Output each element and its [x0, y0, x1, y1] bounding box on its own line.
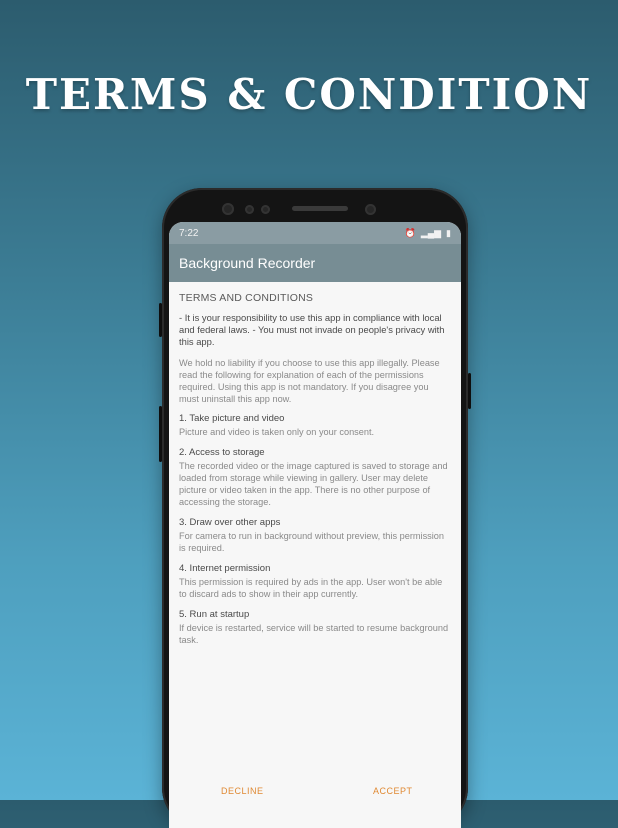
earpiece-speaker [292, 206, 348, 211]
status-bar [169, 222, 461, 244]
power-button [468, 373, 471, 409]
app-title: Background Recorder [179, 255, 316, 271]
phone-frame [162, 188, 468, 828]
permission-item [179, 609, 451, 646]
proximity-sensor-icon [261, 205, 270, 214]
battery-icon: ▮ [446, 227, 451, 238]
app-bar [169, 244, 461, 282]
permission-title: 5. Run at startup [179, 609, 250, 620]
permission-body: The recorded video or the image captured is saved to storage and loaded from storage while viewing in gallery. User may delete picture or video taken in the app. There is no other purpose of accessing the storage. [179, 461, 448, 507]
phone-screen [169, 222, 461, 828]
permission-item [179, 563, 451, 600]
bixby-button [159, 406, 162, 462]
terms-content [169, 282, 461, 646]
permission-body: If device is restarted, service will be started to resume background task. [179, 623, 449, 645]
volume-button [159, 303, 162, 337]
banner-title: TERMS & CONDITION [25, 70, 593, 119]
front-camera-icon [365, 204, 376, 215]
permission-title: 4. Internet permission [179, 563, 271, 574]
terms-warning: - It is your responsibility to use this app in compliance with local and federal laws. - You must not invade on people's privacy with this app. [179, 312, 445, 347]
status-icons [405, 228, 451, 239]
terms-disclaimer: We hold no liability if you choose to use this app illegally. Please read the following for explanation of each of the permissions required. Using this app is not mandatory. If you disagree you must uninstall this app now. [179, 358, 440, 404]
terms-heading: TERMS AND CONDITIONS [179, 292, 314, 304]
alarm-icon: ⏰ [404, 227, 416, 238]
permission-body: Picture and video is taken only on your consent. [179, 427, 375, 437]
permission-title: 1. Take picture and video [179, 413, 285, 424]
permission-title: 2. Access to storage [179, 447, 265, 458]
signal-icon: ▂▄▆ [420, 227, 442, 238]
iris-sensor-icon [245, 205, 254, 214]
permission-title: 3. Draw over other apps [179, 517, 281, 528]
decline-button[interactable]: DECLINE [221, 786, 264, 796]
permission-item [179, 413, 451, 438]
permission-body: For camera to run in background without preview, this permission is required. [179, 531, 445, 553]
permission-item [179, 517, 451, 554]
accept-button[interactable]: ACCEPT [373, 786, 413, 796]
permission-body: This permission is required by ads in the app. User won't be able to discard ads to show in their app currently. [179, 577, 443, 599]
permission-item [179, 447, 451, 508]
front-sensor-icon [222, 203, 234, 215]
status-time: 7:22 [179, 227, 199, 239]
